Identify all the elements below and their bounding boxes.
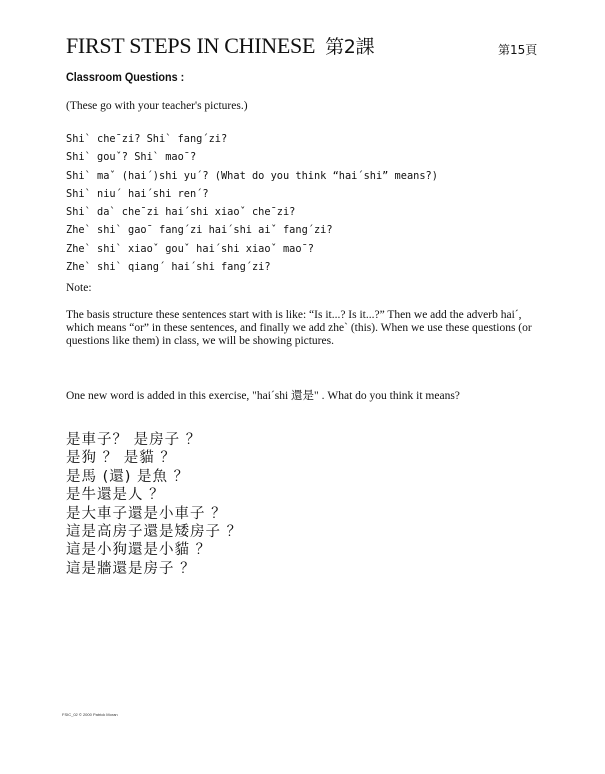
pinyin-line: Shi` che¯zi? Shi` fang´zi?	[66, 133, 228, 145]
page-title	[66, 32, 374, 59]
pinyin-line: Shi` niu´ hai´shi ren´?	[66, 187, 209, 200]
pinyin-line: Shi` da` che¯zi hai´shi xiaoˇ che¯zi?	[66, 206, 296, 219]
chinese-line: 這是牆還是房子 ？	[66, 560, 196, 577]
chinese-line: 是車子？ 是房子 ？	[66, 432, 202, 448]
pinyin-line: Zhe` shi` qiang´ hai´shi fang´zi?	[66, 261, 271, 274]
lesson-number: 第2課	[325, 36, 375, 58]
exercise-question: One new word is added in this exercise, "hai´shi 還是" . What do you think it means?	[66, 390, 460, 402]
page-number: 第15頁	[498, 43, 538, 57]
chinese-line: 是牛還是人 ？	[66, 487, 165, 504]
title-text: FIRST STEPS IN CHINESE	[66, 33, 316, 58]
chinese-line: 這是高房子還是矮房子 ？	[66, 524, 243, 541]
pinyin-line: Zhe` shi` xiaoˇ gouˇ hai´shi xiaoˇ mao¯?	[66, 242, 314, 255]
pinyin-line: Zhe` shi` gao¯ fang´zi hai´shi aiˇ fang´zi?	[66, 224, 333, 237]
chinese-line: 是馬 (還) 是魚 ？	[66, 468, 190, 485]
section-heading: Classroom Questions :	[66, 70, 185, 84]
pinyin-question-list	[66, 130, 438, 276]
pinyin-line: Shi` gouˇ? Shi` mao¯?	[66, 151, 197, 164]
intro-text: (These go with your teacher's pictures.)	[66, 100, 248, 112]
chinese-line: 是大車子還是小車子 ？	[66, 505, 227, 522]
chinese-line: 這是小狗還是小貓 ？	[66, 542, 212, 559]
note-label: Note:	[66, 282, 92, 294]
chinese-question-list	[66, 431, 242, 578]
copyright-footer: FSIC_02 © 2000 Patrick Moran	[62, 712, 118, 717]
pinyin-line: Shi` maˇ (hai´)shi yu´? (What do you think “hai´shi” means?)	[66, 169, 438, 182]
chinese-line: 是狗 ？ 是貓 ？	[66, 450, 176, 467]
note-body: The basis structure these sentences start with is like: “Is it...? Is it...?” Then we add the adverb hai´, which means “or” in these sentences, and finally we add zhe` (this). When we use these questions (or questions like them) in class, we will be showing pictures.	[66, 309, 532, 348]
